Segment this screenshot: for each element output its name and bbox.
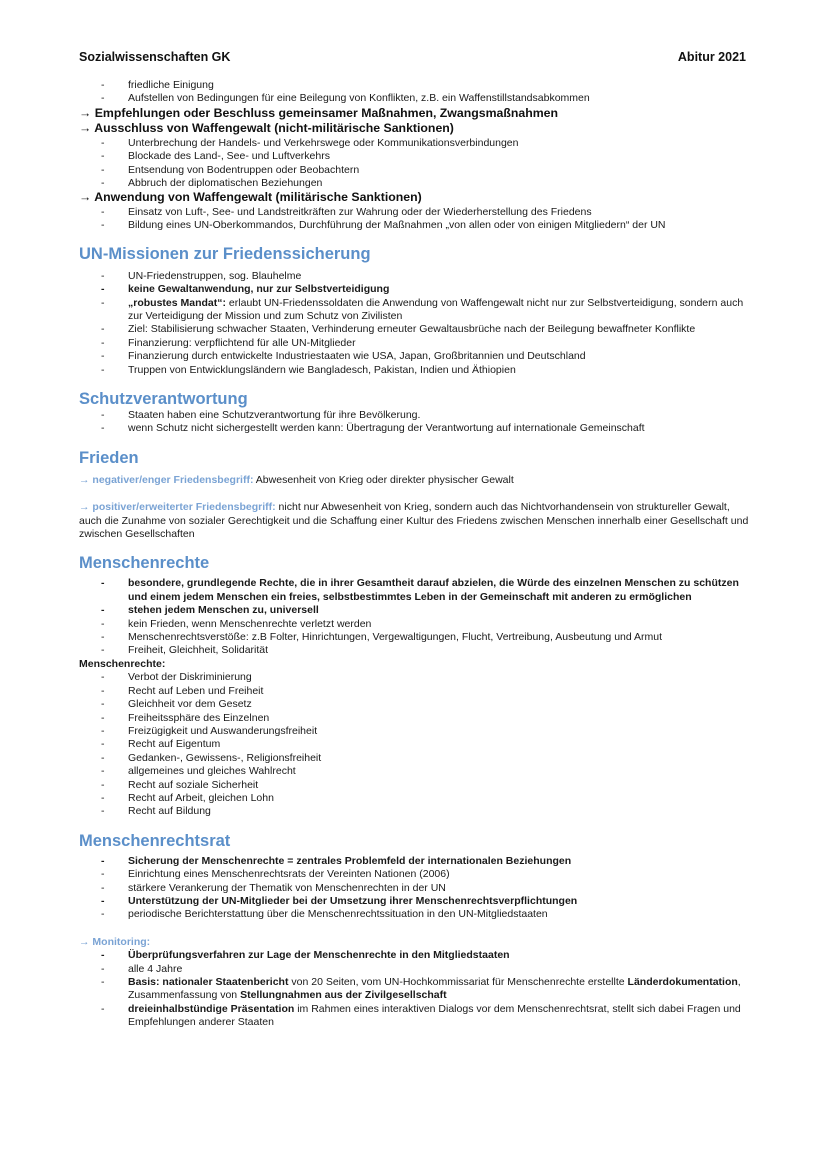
list-item: - Finanzierung: verpflichtend für alle UN-Mitglieder — [101, 336, 356, 349]
list-item: - Bildung eines UN-Oberkommandos, Durchführung der Maßnahmen „von allen oder von einigen Mitgliedern“ der UN — [101, 219, 666, 232]
list-item: - kein Frieden, wenn Menschenrechte verletzt werden — [101, 617, 372, 630]
section-title-frieden: Frieden — [79, 448, 139, 467]
list-item: - Recht auf soziale Sicherheit — [101, 778, 259, 791]
list-item: - stehen jedem Menschen zu, universell — [101, 604, 319, 617]
arrow-heading: → Anwendung von Waffengewalt (militärische Sanktionen) — [79, 190, 422, 205]
list-item: - Truppen von Entwicklungsländern wie Bangladesch, Pakistan, Indien und Äthiopien — [101, 363, 516, 376]
header-exam: Abitur 2021 — [677, 50, 746, 64]
list-item: - Überprüfungsverfahren zur Lage der Menschenrechte in den Mitgliedstaaten — [101, 949, 510, 962]
monitoring-label: → Monitoring: — [79, 935, 151, 948]
list-item: - Einsatz von Luft-, See- und Landstreitkräften zur Wahrung oder der Wiederherstellung des Friedens — [101, 205, 592, 218]
list-item: - „robustes Mandat“: erlaubt UN-Friedenssoldaten die Anwendung von Waffengewalt nicht nur zur Selbstverteidigung, sondern auch zur Verteidigung der Mission und zum Schutz von Zivilisten — [101, 296, 744, 322]
list-item: - Gedanken-, Gewissens-, Religionsfreiheit — [101, 751, 322, 764]
list-item: - Finanzierung durch entwickelte Industriestaaten wie USA, Japan, Großbritannien und Deutschland — [101, 350, 586, 363]
list-item: - allgemeines und gleiches Wahlrecht — [101, 765, 296, 778]
list-item: - friedliche Einigung — [101, 79, 214, 91]
list-item: - Menschenrechtsverstöße: z.B Folter, Hinrichtungen, Vergewaltigungen, Flucht, Vertreibung, Ausbeutung und Armut — [101, 631, 663, 644]
header-subject: Sozialwissenschaften GK — [79, 50, 231, 64]
content — [79, 79, 749, 1030]
negative-peace-definition: → negativer/enger Friedensbegriff: Abwesenheit von Krieg oder direkter physischer Gewalt — [79, 473, 514, 486]
list-item: - stärkere Verankerung der Thematik von Menschenrechten in der UN — [101, 881, 446, 894]
list-item: - Ziel: Stabilisierung schwacher Staaten, Verhinderung erneuter Gewaltausbrüche nach der Beilegung bewaffneter Konflikte — [101, 323, 696, 336]
list-item: - Staaten haben eine Schutzverantwortung für ihre Bevölkerung. — [101, 409, 421, 421]
positive-peace-definition: → positiver/erweiterter Friedensbegriff: nicht nur Abwesenheit von Krieg, sondern auch das Nichtvorhandensein von struktureller Gewalt, auch die Zunahme von sozialer Gerechtigkeit und die Schaffung einer Kultur des Friedens zwischen Menschen innerhalb einer Gesellschaft und zwischen Gesellschaften — [79, 501, 749, 541]
list-item: - besondere, grundlegende Rechte, die in ihrer Gesamtheit darauf abzielen, die Würde des einzelnen Menschen zu schützen und einem jedem Menschen ein freies, selbstbestimmtes Leben in der Gemeinschaft mit anderen zu ermöglichen — [101, 577, 739, 603]
list-item: - keine Gewaltanwendung, nur zur Selbstverteidigung — [101, 283, 390, 296]
list-item: - Aufstellen von Bedingungen für eine Beilegung von Konflikten, z.B. ein Waffenstillstandsabkommen — [101, 92, 590, 105]
list-item: - alle 4 Jahre — [101, 962, 183, 975]
list-item: - Unterbrechung der Handels- und Verkehrswege oder Kommunikationsverbindungen — [101, 136, 519, 149]
rights-list-label: Menschenrechte: — [79, 657, 166, 670]
list-item: - Freiheitssphäre des Einzelnen — [101, 711, 270, 724]
section-title-menschenrechte: Menschenrechte — [79, 554, 210, 573]
list-item: - Recht auf Bildung — [101, 805, 211, 818]
list-item: - Verbot der Diskriminierung — [101, 671, 252, 684]
list-item: - Recht auf Leben und Freiheit — [101, 684, 264, 697]
list-item: - Basis: nationaler Staatenbericht von 20 Seiten, vom UN-Hochkommissariat für Menschenrechte erstellte Länderdokumentation, Zusammenfassung von Stellungnahmen aus der Zivilgesellschaft — [101, 976, 741, 1002]
arrow-heading: → Empfehlungen oder Beschluss gemeinsamer Maßnahmen, Zwangsmaßnahmen — [79, 105, 559, 120]
list-item: - UN-Friedenstruppen, sog. Blauhelme — [101, 269, 302, 282]
list-item: - wenn Schutz nicht sichergestellt werden kann: Übertragung der Verantwortung auf internationale Gemeinschaft — [101, 422, 645, 435]
list-item: - periodische Berichterstattung über die Menschenrechtssituation in den UN-Mitgliedstaaten — [101, 908, 548, 921]
arrow-heading: → Ausschluss von Waffengewalt (nicht-militärische Sanktionen) — [79, 121, 454, 136]
list-item: - Freiheit, Gleichheit, Solidarität — [101, 644, 269, 657]
list-item: - Sicherung der Menschenrechte = zentrales Problemfeld der internationalen Beziehungen — [101, 854, 572, 867]
list-item: - Gleichheit vor dem Gesetz — [101, 698, 252, 711]
section-title-un-missions: UN-Missionen zur Friedenssicherung — [79, 244, 371, 263]
list-item: - dreieinhalbstündige Präsentation im Rahmen eines interaktiven Dialogs vor dem Menschenrechtsrat, stellt sich dabei Fragen und Empfehlungen anderer Staaten — [101, 1002, 741, 1029]
list-item: - Recht auf Eigentum — [101, 738, 221, 751]
list-item: - Einrichtung eines Menschenrechtsrats der Vereinten Nationen (2006) — [101, 868, 450, 881]
list-item: - Abbruch der diplomatischen Beziehungen — [101, 177, 323, 190]
list-item: - Freizügigkeit und Auswanderungsfreiheit — [101, 724, 318, 737]
section-title-schutzverantwortung: Schutzverantwortung — [79, 390, 248, 408]
section-title-menschenrechtsrat: Menschenrechtsrat — [79, 831, 231, 850]
list-item: - Blockade des Land-, See- und Luftverkehrs — [101, 150, 330, 163]
list-item: - Entsendung von Bodentruppen oder Beobachtern — [101, 163, 360, 176]
list-item: - Recht auf Arbeit, gleichen Lohn — [101, 791, 274, 804]
list-item: - Unterstützung der UN-Mitglieder bei der Umsetzung ihrer Menschenrechtsverpflichtungen — [101, 894, 578, 907]
